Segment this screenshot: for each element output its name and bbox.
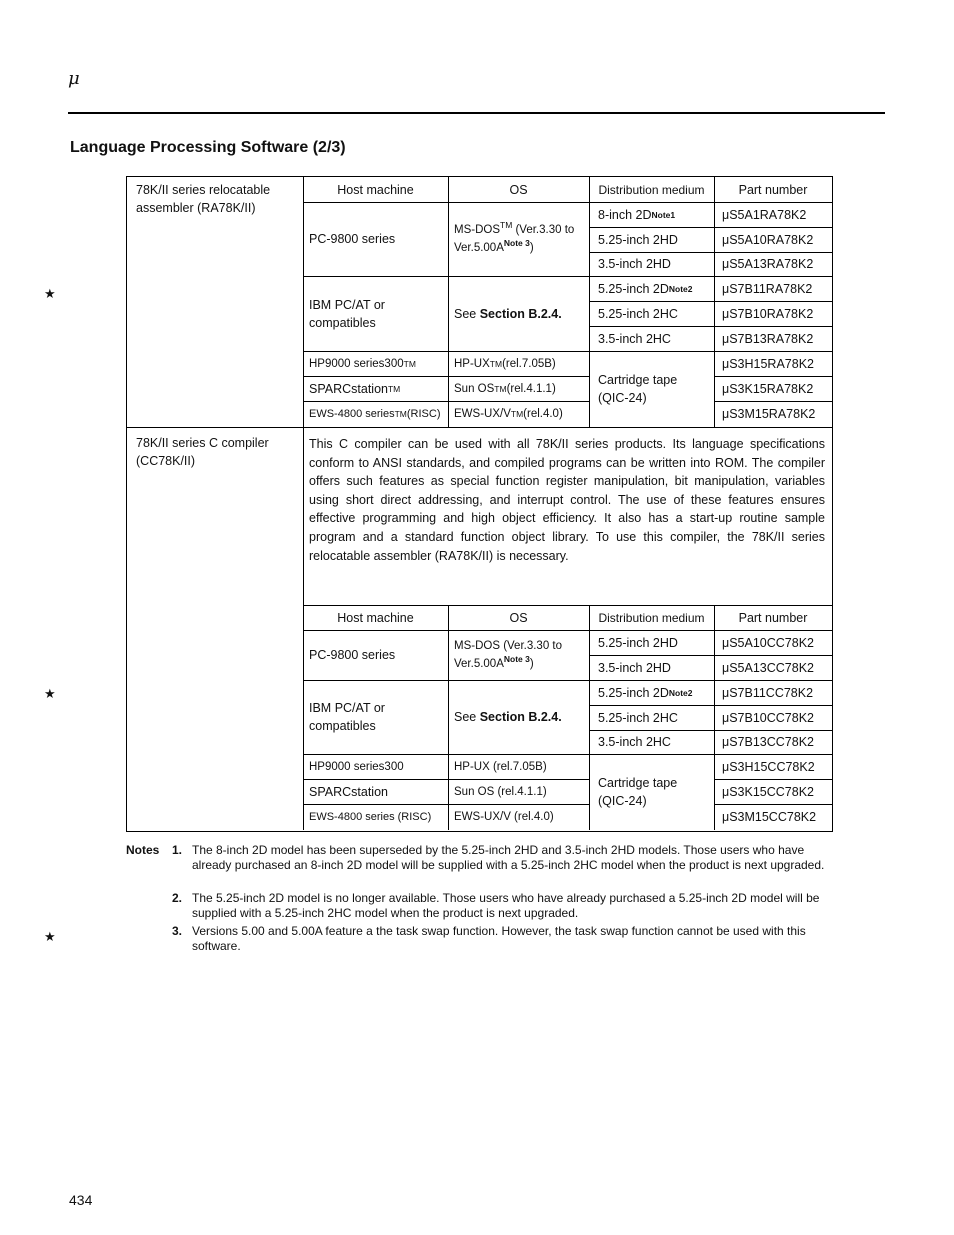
os-cell: EWS-UX/V TM (rel.4.0) bbox=[454, 408, 563, 420]
host-machine-cell: HP9000 series300 bbox=[309, 760, 404, 773]
note-number: 1. bbox=[172, 843, 183, 857]
part-number-cell: μS7B10RA78K2 bbox=[722, 306, 814, 321]
os-cell: MS-DOS (Ver.3.30 to $Ver.5.00A^{Note 3}$) bbox=[454, 640, 563, 670]
table-divider bbox=[589, 605, 590, 830]
note-item bbox=[172, 843, 832, 873]
medium-cell: 5.25-inch 2HD bbox=[598, 232, 678, 247]
part-number-cell: μS7B11RA78K2 bbox=[722, 281, 813, 296]
medium-cell: 3.5-inch 2HD bbox=[598, 660, 671, 675]
medium-cell: 5.25-inch 2D Note2 bbox=[598, 281, 693, 296]
part-number-cell: μS3H15RA78K2 bbox=[722, 356, 814, 371]
medium-cell: Cartridge tape (QIC-24) bbox=[598, 373, 678, 405]
os-cell: Sun OS TM (rel.4.1.1) bbox=[454, 382, 556, 395]
note-text: The 5.25-inch 2D model is no longer available. Those users who have already purchased a 5.25-inch 2D model will be supplied with a 5.25-inch 2HC model when the product is next upgraded. bbox=[192, 891, 820, 920]
host-machine-cell: IBM PC/AT or compatibles bbox=[309, 297, 385, 330]
medium-cell: 8-inch 2D Note1 bbox=[598, 207, 676, 222]
column-header: OS bbox=[509, 611, 528, 625]
revision-star-icon: ★ bbox=[44, 929, 56, 944]
table-divider bbox=[127, 427, 832, 428]
os-cell: MS-DOS™ (Ver.3.30 to $Ver.5.00A^{Note 3}$) bbox=[454, 220, 575, 254]
revision-star-icon: ★ bbox=[44, 686, 56, 701]
part-number-cell: μS5A1RA78K2 bbox=[722, 207, 807, 222]
host-machine-cell: EWS-4800 series TM (RISC) bbox=[309, 408, 441, 420]
column-header: Part number bbox=[738, 182, 808, 197]
os-cell: Sun OS (rel.4.1.1) bbox=[454, 785, 547, 798]
os-cell: See Section B.2.4. bbox=[454, 710, 562, 724]
note-number: 2. bbox=[172, 891, 183, 905]
page-number: 434 bbox=[69, 1192, 93, 1208]
mu-symbol: μ bbox=[68, 68, 80, 89]
part-number-cell: μS5A13RA78K2 bbox=[722, 257, 814, 271]
note-item bbox=[172, 891, 832, 921]
revision-star-icon: ★ bbox=[44, 286, 56, 301]
note-item bbox=[172, 924, 832, 954]
medium-cell: 3.5-inch 2HD bbox=[598, 257, 671, 271]
column-header: Part number bbox=[738, 611, 808, 625]
part-number-cell: μS7B10CC78K2 bbox=[722, 710, 814, 725]
host-machine-cell: HP9000 series300 TM bbox=[309, 357, 416, 370]
os-cell: See Section B.2.4. bbox=[454, 306, 562, 321]
host-machine-cell: SPARCstation TM bbox=[309, 381, 401, 396]
host-machine-cell: SPARCstation bbox=[309, 784, 388, 799]
product-name: 78K/II series relocatable assembler (RA78K/II) bbox=[136, 183, 271, 215]
table-divider bbox=[714, 177, 715, 427]
header-rule bbox=[68, 112, 885, 114]
medium-cell: Cartridge tape (QIC-24) bbox=[598, 776, 678, 808]
compiler-description: This C compiler can be used with all 78K/II series products. Its language specifications conform to ANSI standards, and compiled programs can be written into ROM. The compiler offers such features as special function register manipulation, bit manipulation, variables using short direct addressing, and interrupt control. The use of these features ensures effective programming and high object efficiency. It also has a start-up routine sample program and a standard function object library. To use this compiler, the 78K/II series relocatable assembler (RA78K/II) is necessary. bbox=[309, 437, 825, 563]
medium-cell: 5.25-inch 2HC bbox=[598, 710, 678, 725]
part-number-cell: μS3H15CC78K2 bbox=[722, 759, 815, 774]
product-name: 78K/II series C compiler (CC78K/II) bbox=[136, 436, 269, 468]
page-title: Language Processing Software (2/3) bbox=[70, 139, 346, 156]
medium-cell: 5.25-inch 2HC bbox=[598, 306, 678, 321]
part-number-cell: μS3K15RA78K2 bbox=[722, 381, 814, 396]
column-header: Host machine bbox=[337, 611, 414, 625]
medium-cell: 3.5-inch 2HC bbox=[598, 331, 671, 346]
host-machine-cell: PC-9800 series bbox=[309, 232, 396, 246]
part-number-cell: μS3M15CC78K2 bbox=[722, 810, 817, 824]
os-cell: HP-UX (rel.7.05B) bbox=[454, 760, 547, 773]
host-machine-cell: EWS-4800 series (RISC) bbox=[309, 811, 432, 823]
column-header: Distribution medium bbox=[598, 182, 705, 197]
host-machine-cell: PC-9800 series bbox=[309, 648, 396, 662]
part-number-cell: μS3M15RA78K2 bbox=[722, 407, 816, 421]
part-number-cell: μS7B13CC78K2 bbox=[722, 735, 814, 749]
note-text: Versions 5.00 and 5.00A feature a the task swap function. However, the task swap function cannot be used with this software. bbox=[192, 924, 806, 953]
part-number-cell: μS3K15CC78K2 bbox=[722, 784, 814, 799]
os-cell: EWS-UX/V (rel.4.0) bbox=[454, 811, 554, 823]
host-machine-cell: IBM PC/AT or compatibles bbox=[309, 701, 385, 733]
column-header: Distribution medium bbox=[598, 611, 705, 625]
medium-cell: 3.5-inch 2HC bbox=[598, 735, 671, 749]
medium-cell: 5.25-inch 2HD bbox=[598, 635, 678, 650]
column-header: Host machine bbox=[337, 182, 414, 197]
part-number-cell: μS7B11CC78K2 bbox=[722, 685, 814, 700]
part-number-cell: μS7B13RA78K2 bbox=[722, 331, 814, 346]
note-text: The 8-inch 2D model has been superseded by the 5.25-inch 2HD and 3.5-inch 2HD models. Those users who have already purchased an 8-inch 2D model will be supplied with a 5.25-inch 2HC model when the product is next upgraded. bbox=[192, 843, 825, 872]
note-number: 3. bbox=[172, 924, 183, 938]
os-cell: HP-UX TM (rel.7.05B) bbox=[454, 357, 556, 370]
medium-cell: 5.25-inch 2D Note2 bbox=[598, 685, 693, 700]
notes-heading: Notes bbox=[126, 843, 160, 857]
part-number-cell: μS5A10CC78K2 bbox=[722, 635, 814, 650]
table-divider bbox=[714, 605, 715, 830]
part-number-cell: μS5A13CC78K2 bbox=[722, 660, 814, 675]
part-number-cell: μS5A10RA78K2 bbox=[722, 232, 814, 247]
column-header: OS bbox=[509, 182, 528, 197]
table-divider bbox=[589, 177, 590, 427]
